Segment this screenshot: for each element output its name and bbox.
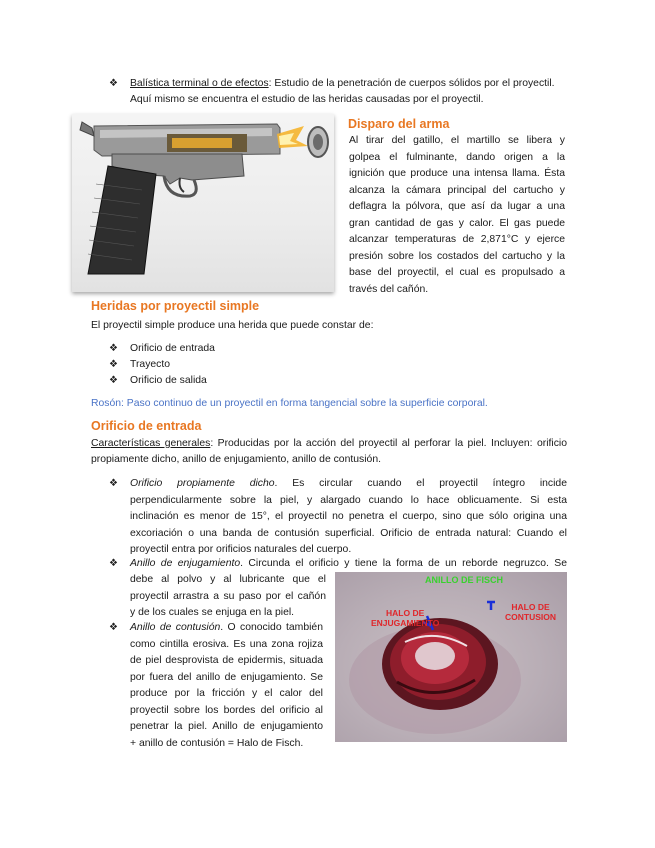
anillo-contusion-line (130, 620, 323, 637)
anillo-enjugamiento-term: Anillo de enjugamiento (130, 558, 241, 569)
orificio-text: . Es circular cuando el proyectil íntegro incide (274, 478, 567, 489)
label-contusion-line1: HALO DE (511, 602, 550, 612)
anillo-contusion-text: . O conocido también (220, 622, 323, 633)
anillo-contusion-line: penetrar la piel. Anillo de enjugamiento (130, 721, 323, 732)
orificio-line: proyectil entra por orificios naturales del cuerpo. (130, 544, 352, 555)
heridas-item: Orificio de entrada (130, 343, 215, 354)
disparo-heading: Disparo del arma (348, 117, 450, 131)
heridas-heading: Heridas por proyectil simple (91, 299, 260, 313)
orificio-term: Orificio propiamente dicho (130, 478, 275, 489)
heridas-item: Trayecto (130, 359, 171, 370)
orificio-line: inclinación es menor de 15°, el proyectil no penetra el cuerpo, sino que sólo origina una (130, 511, 567, 522)
orificio-line: perpendicularmente sobre la piel, y alargado cuando lo hace oblicuamente. Si esta (130, 494, 567, 506)
anillo-enjugamiento-rest (130, 572, 326, 622)
entrada-heading: Orificio de entrada (91, 419, 202, 433)
disparo-line: Al tirar del gatillo, el martillo se libera y (349, 135, 565, 146)
diamond-bullet-icon: ❖ (109, 375, 118, 386)
terminal-ballistics-term: Balística terminal o de efectos (130, 78, 269, 89)
pistol-icon (72, 114, 334, 292)
anillo-enjugamiento-line: y de los cuales se enjuga en la piel. (130, 607, 295, 618)
anillo-enjugamiento-text: . Circunda el orificio y tiene la forma de un reborde negruzco. Se (240, 558, 567, 569)
orificio-line (130, 476, 567, 493)
diamond-bullet-icon: ❖ (109, 343, 118, 354)
diamond-bullet-icon: ❖ (109, 478, 118, 489)
anillo-contusion-line: de piel desprovista de epidermis, situada (130, 655, 323, 666)
orificio-line: excoriación o una banda de contusión superficial. Orificio de entrada natural: Cuando el (130, 527, 567, 539)
wound-illustration (335, 572, 567, 742)
diamond-bullet-icon: ❖ (109, 78, 118, 89)
caracteristicas-text: : Producidas por la acción del proyectil al perforar la piel. Incluyen: orificio (210, 438, 567, 449)
anillo-contusion-line: + anillo de contusión = Halo de Fisch. (130, 737, 304, 749)
anillo-contusion-line: por fuera del anillo de enjugamiento. Se (130, 671, 323, 683)
label-enjugamiento (371, 608, 439, 628)
terminal-ballistics-item (130, 76, 570, 93)
wound-photo (335, 572, 567, 742)
anillo-enjugamiento-line: debe al polvo y al lubricante que el (130, 574, 326, 585)
diamond-bullet-icon: ❖ (109, 558, 118, 569)
label-enjugamiento-line1: HALO DE (386, 608, 425, 618)
anillo-contusion-term: Anillo de contusión (130, 622, 221, 633)
label-contusion-line2: CONTUSION (505, 612, 556, 622)
disparo-line: presión sobre los costados del cartucho y la (349, 250, 565, 262)
disparo-paragraph (349, 133, 565, 298)
disparo-line: alcanzar temperaturas de 2,871°C y ejerce (349, 234, 565, 245)
disparo-line: través del cañón. (349, 283, 429, 295)
disparo-line: alcanza la cámara principal del cartucho y (349, 184, 565, 196)
terminal-ballistics-line2: Aquí mismo se encuentra el estudio de las heridas causadas por el proyectil. (130, 94, 484, 105)
anillo-contusion-line: proyectil sobre los bordes del orificio al (130, 704, 323, 716)
roson-definition: Rosón: Paso continuo de un proyectil en forma tangencial sobre la superficie corporal. (91, 398, 488, 409)
caracteristicas-term: Características generales (91, 438, 211, 449)
disparo-line: gran cantidad de gas y calor. El gas puede (349, 217, 565, 229)
anillo-contusion-item (130, 620, 323, 752)
caracteristicas-line1 (91, 436, 567, 453)
heridas-item: Orificio de salida (130, 375, 207, 386)
terminal-ballistics-text: : Estudio de la penetración de cuerpos sólidos por el proyectil. (268, 78, 555, 89)
disparo-line: deflagra la pólvora, que así da lugar a una (349, 201, 565, 212)
caracteristicas-line2: propiamente dicho, anillo de enjugamiento, anillo de contusión. (91, 454, 381, 465)
anillo-contusion-line: produce por la fricción y el calor del (130, 688, 323, 699)
label-enjugamiento-line2: ENJUGAMIENTO (371, 618, 440, 628)
diamond-bullet-icon: ❖ (109, 359, 118, 370)
anillo-contusion-line: como cintilla erosiva. Es una zona rojiza (130, 638, 323, 650)
anillo-enjugamiento-line1 (130, 556, 567, 573)
pistol-illustration (72, 114, 334, 292)
disparo-line: ignición que produce una intensa llama. Ésta (349, 168, 565, 179)
heridas-intro: El proyectil simple produce una herida que puede constar de: (91, 320, 374, 331)
diamond-bullet-icon: ❖ (109, 622, 118, 633)
orificio-propiamente-item (130, 476, 567, 559)
anillo-enjugamiento-line: proyectil arrastra a su paso por el cañón (130, 590, 326, 602)
label-fisch: ANILLO DE FISCH (425, 575, 503, 585)
disparo-line: base del proyectil, el cual es propulsado a (349, 267, 565, 278)
label-contusion (505, 602, 556, 622)
disparo-line: golpea el fulminante, dando origen a la (349, 151, 565, 163)
